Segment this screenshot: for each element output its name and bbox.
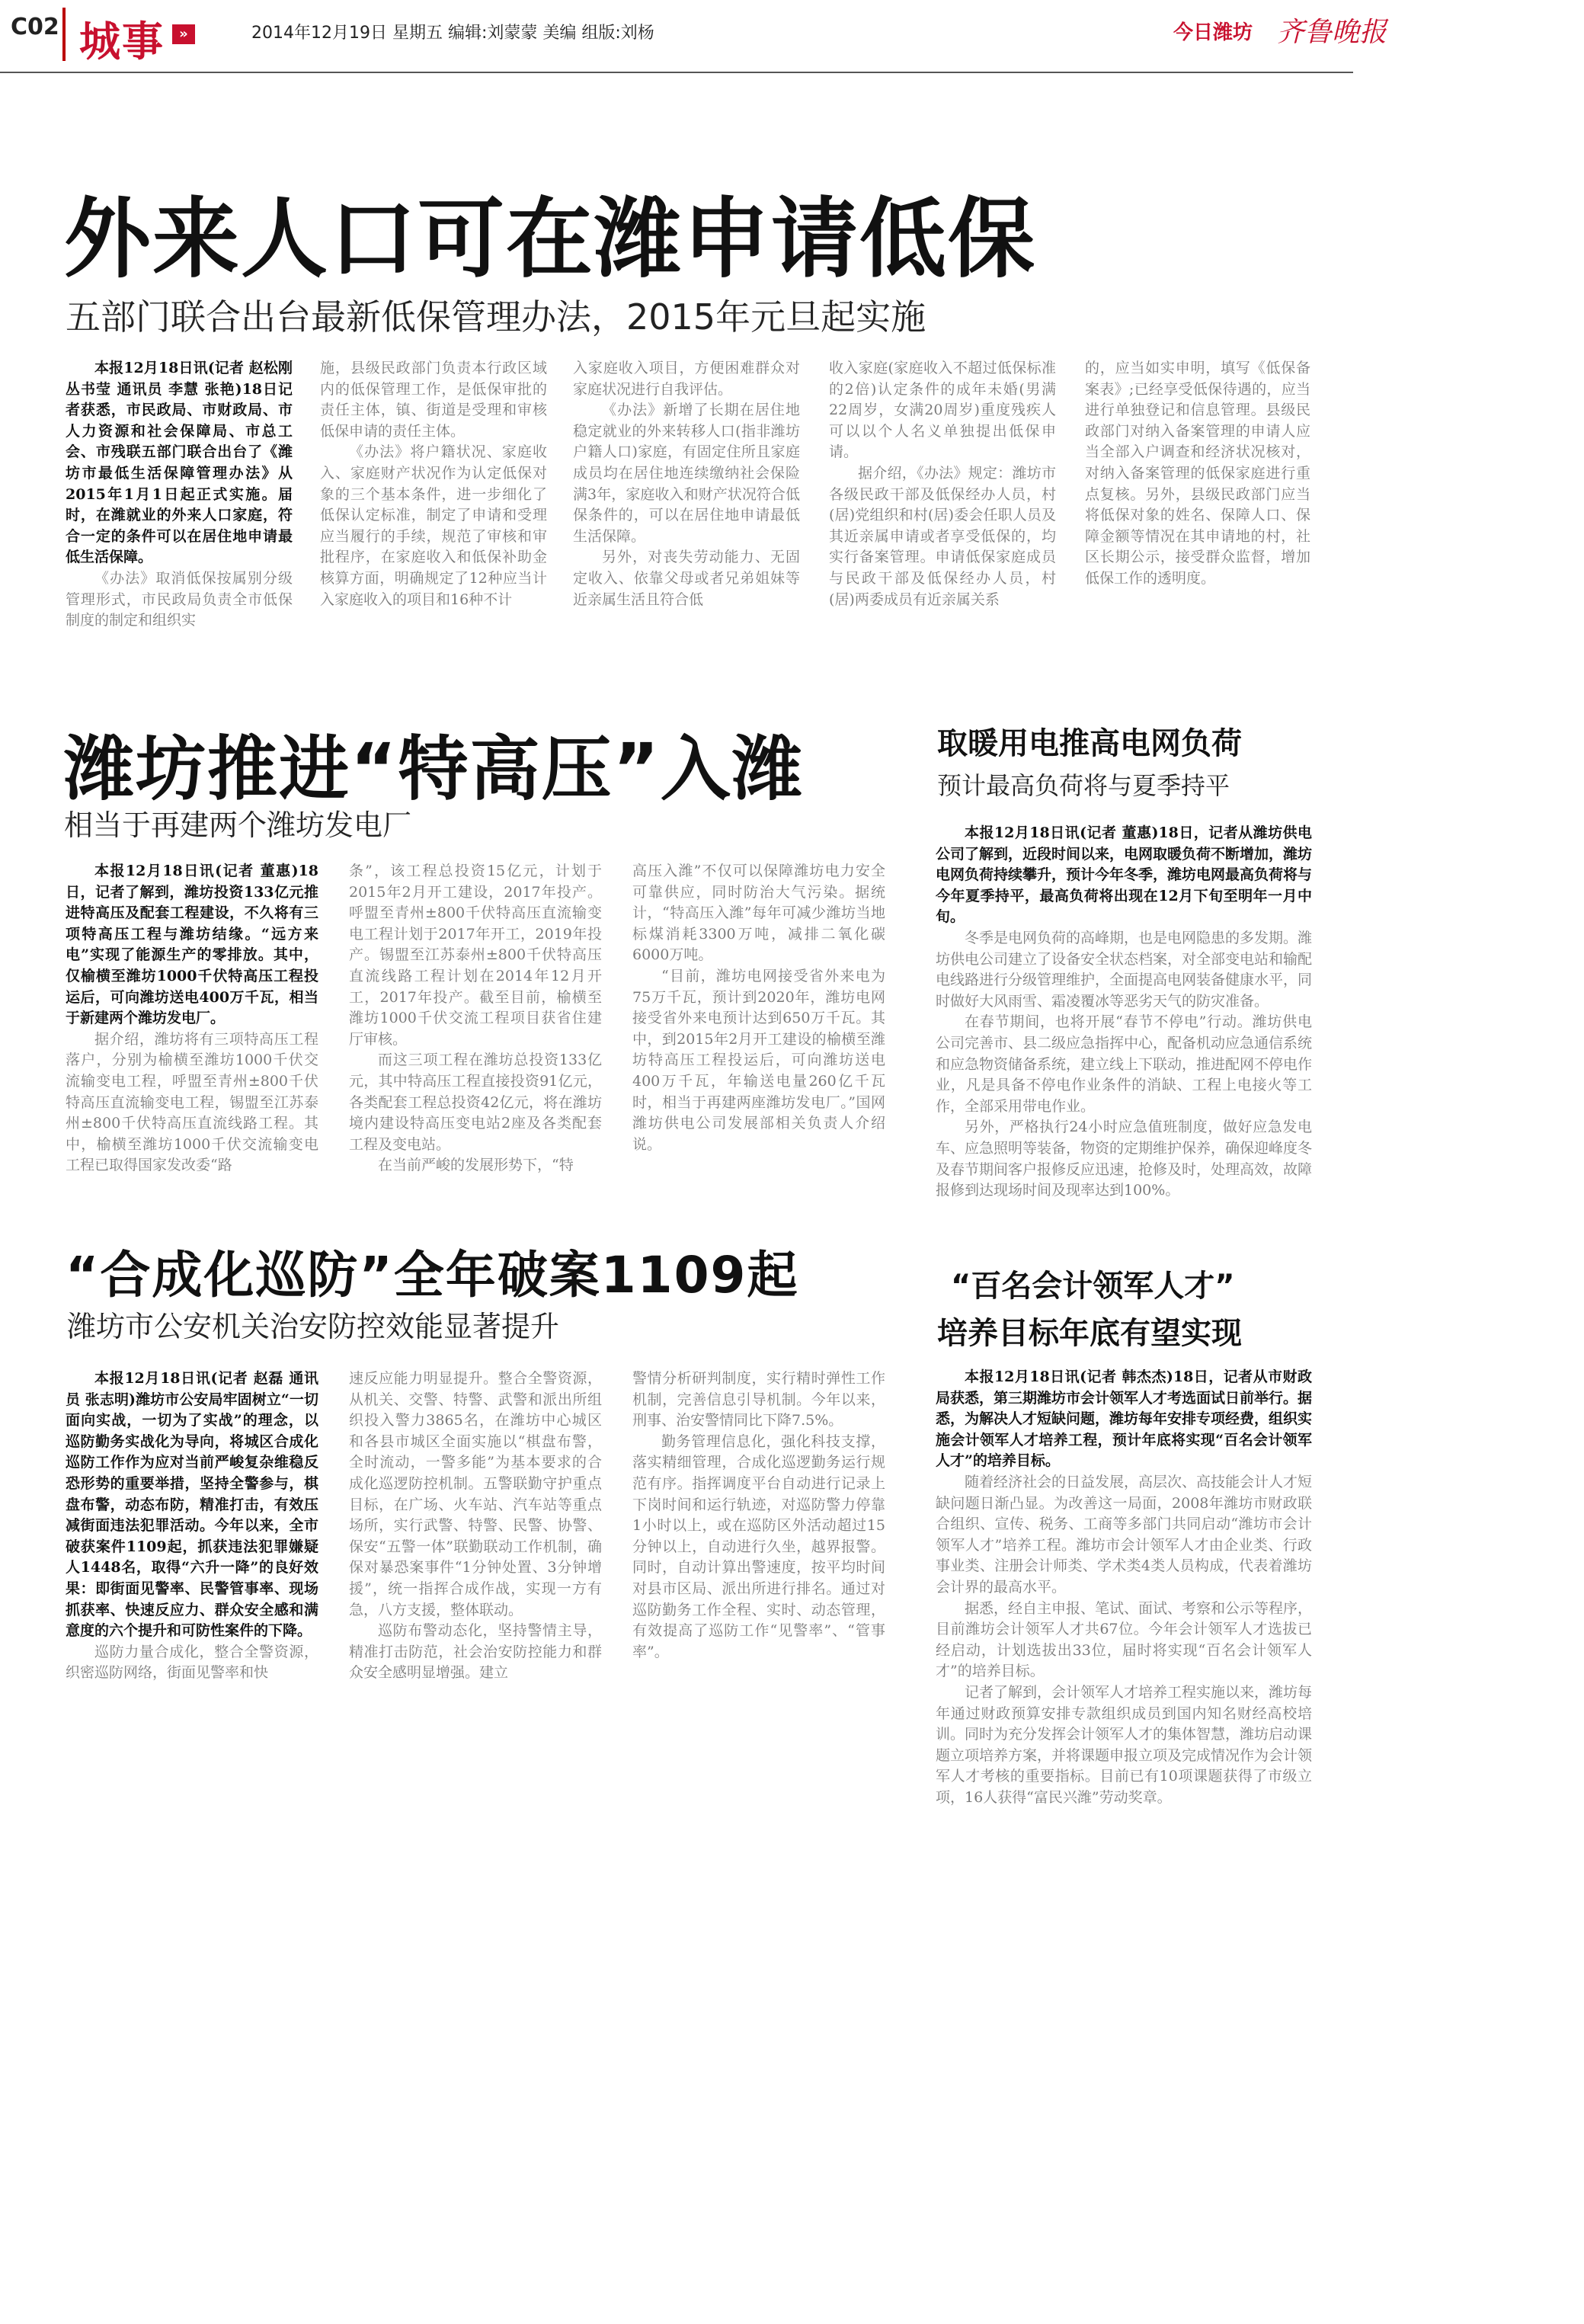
paragraph: 另外，严格执行24小时应急值班制度，做好应急发电车、应急照明等装备，物资的定期维护保养，确保迎峰度冬及春节期间客户报修反应迅速，抢修及时，处理高效，故障报修到达现场时间及现率达到100%。 xyxy=(936,1119,1313,1199)
article-2-col-3 xyxy=(632,861,885,1153)
article-5-title-line-1: “百名会计领军人才” xyxy=(951,1269,1235,1304)
paragraph: 巡防布警动态化，坚持警情主导，精准打击防范，社会治安防控能力和群众安全感明显增强。建立 xyxy=(349,1622,602,1682)
section-divider xyxy=(62,8,66,61)
paragraph: 另外，对丧失劳动能力、无固定收入、依靠父母或者兄弟姐妹等近亲属生活且符合低 xyxy=(573,549,800,608)
paragraph: 记者了解到，会计领军人才培养工程实施以来，潍坊每年通过财政预算安排专款组织成员到国内知名财经高校培训。同时为充分发挥会计领军人才的集体智慧，潍坊启动课题立项培养方案，并将课题申报立项及完成情况作为会计领军人才考核的重要指标。目前已有10项课题获得了市级立项，16人获得“富民兴潍”劳动奖章。 xyxy=(936,1683,1313,1806)
paragraph: 收入家庭(家庭收入不超过低保标准的2倍)认定条件的成年未婚(男满22周岁，女满20周岁)重度残疾人可以以个人名义单独提出低保申请。 xyxy=(829,360,1056,461)
paragraph: “目前，潍坊电网接受省外来电为75万千瓦，预计到2020年，潍坊电网接受省外来电预计达到650万千瓦。其中，到2015年2月开工建设的榆横至潍坊特高压工程投运后，可向潍坊送电400万千瓦，年输送电量260亿千瓦时，相当于再建两座潍坊发电厂。”国网潍坊供电公司发展部相关负责人介绍说。 xyxy=(632,967,885,1153)
paragraph: 在春节期间，也将开展“春节不停电”行动。潍坊供电公司完善市、县二级应急指挥中心，配备机动应急通信系统和应急物资储备系统，建立线上下联动，推进配网不停电作业，凡是具备不停电作业条件的消缺、工程上电接火等工作，全部采用带电作业。 xyxy=(936,1013,1313,1115)
paragraph: 据介绍，《办法》规定：潍坊市各级民政干部及低保经办人员，村(居)党组织和村(居)委会任职人员及其近亲属申请或者享受低保的，均实行备案管理。申请低保家庭成员与民政干部及低保经办人员，村(居)两委成员有近亲属关系 xyxy=(829,464,1056,608)
article-1-title: 外来人口可在潍申请低保 xyxy=(64,188,1037,290)
article-5-title-line-2: 培养目标年底有望实现 xyxy=(937,1316,1242,1351)
paragraph: 据悉，经自主申报、笔试、面试、考察和公示等程序，目前潍坊会计领军人才共67位。今年会计领军人才选拔已经启动，计划选拔出33位，届时将实现“百名会计领军人才”的培养目标。 xyxy=(936,1599,1313,1680)
paragraph: 在当前严峻的发展形势下，“特 xyxy=(378,1157,574,1174)
article-4-col-3 xyxy=(632,1368,885,1841)
paragraph: 入家庭收入项目，方便困难群众对家庭状况进行自我评估。 xyxy=(573,360,800,398)
article-1-col-4 xyxy=(829,358,1056,648)
article-1-col-3 xyxy=(573,358,800,648)
article-5-body xyxy=(936,1367,1312,1855)
paragraph: 勤务管理信息化，强化科技支撑，落实精细管理，合成化巡逻勤务运行规范有序。指挥调度平台自动进行记录上下岗时间和运行轨迹，对巡防警力停靠1小时以上，或在巡防区外活动超过15分钟以上，自动进行久坐，越界报警。同时，自动计算出警速度，按平均时间对县市区局、派出所进行排名。通过对巡防勤务工作全程、实时、动态管理，有效提高了巡防工作“见警率”、“管事率”。 xyxy=(632,1432,885,1660)
paragraph: 的，应当如实申明，填写《低保备案表》;已经享受低保待遇的，应当进行单独登记和信息管理。县级民政部门对纳入备案管理的申请人应当全部入户调查和经济状况核对，对纳入备案管理的低保家庭进行重点复核。另外，县级民政部门应当将低保对象的姓名、保障人口、保障金额等情况在其申请地的村，社区长期公示，接受群众监督，增加低保工作的透明度。 xyxy=(1085,360,1310,587)
article-1-subtitle: 五部门联合出台最新低保管理办法，2015年元旦起实施 xyxy=(66,296,926,338)
paragraph: 随着经济社会的日益发展，高层次、高技能会计人才短缺问题日渐凸显。为改善这一局面，2008年潍坊市财政联合组织、宣传、税务、工商等多部门共同启动“潍坊市会计领军人才”培养工程。潍坊市会计领军人才由企业类、行政事业类、注册会计师类、学术类4类人员构成，代表着潍坊会计界的最高水平。 xyxy=(936,1473,1313,1596)
paragraph: 速反应能力明显提升。整合全警资源，从机关、交警、特警、武警和派出所组织投入警力3865名，在潍坊中心城区和各县市城区全面实施以“棋盘布警，全时流动，一警多能”为基本要求的合成化巡逻防控机制。五警联勤守护重点目标，在广场、火车站、汽车站等重点场所，实行武警、特警、民警、协警、保安“五警一体”联勤联动工作机制，确保对暴恐案事件“1分钟处置、3分钟增援”，统一指挥合成作战，实现一方有急，八方支援，整体联动。 xyxy=(349,1370,602,1618)
paragraph: 本报12月18日讯(记者 赵磊 通讯员 张志明)潍坊市公安局牢固树立“一切面向实战，一切为了实战”的理念，以巡防勤务实战化为导向，将城区合成化巡防工作作为应对当前严峻复杂维稳反恐形势的重要举措，坚持全警参与，棋盘布警，动态布防，精准打击，有效压减街面违法犯罪活动。今年以来，全市破获案件1109起，抓获违法犯罪嫌疑人1448名，取得“六升一降”的良好效果：即街面见警率、民警管事率、现场抓获率、快速反应力、群众安全感和满意度的六个提升和可防性案件的下降。 xyxy=(66,1370,318,1640)
paragraph: 本报12月18日讯(记者 董惠)18日，记者从潍坊供电公司了解到，近段时间以来，电网取暖负荷不断增加，潍坊电网负荷持续攀升，预计今年冬季，潍坊电网最高负荷将与今年夏季持平，最高负荷将出现在12月下旬至明年一月中旬。 xyxy=(936,824,1313,926)
article-4-col-2 xyxy=(349,1368,602,1841)
paragraph: 本报12月18日讯(记者 董惠)18日，记者了解到，潍坊投资133亿元推进特高压及配套工程建设，不久将有三项特高压工程与潍坊结缘。“远方来电”实现了能源生产的零排放。其中，仅榆横至潍坊1000千伏特高压工程投运后，可向潍坊送电400万千瓦，相当于新建两个潍坊发电厂。 xyxy=(66,863,318,1027)
article-2-col-1 xyxy=(66,861,318,1174)
article-4-col-1 xyxy=(66,1368,318,1841)
edition-tag: 今日潍坊 xyxy=(1173,21,1253,44)
paragraph: 《办法》将户籍状况、家庭收入、家庭财产状况作为认定低保对象的三个基本条件，进一步细化了低保认定标准，制定了申请和受理应当履行的手续，规范了审核和审批程序，在家庭收入和低保补助金核算方面，明确规定了12种应当计入家庭收入的项目和16种不计 xyxy=(320,443,547,608)
paragraph: 警情分析研判制度，实行精时弹性工作机制，完善信息引导机制。今年以来，刑事、治安警情同比下降7.5%。 xyxy=(632,1370,885,1429)
article-4-title: “合成化巡防”全年破案1109起 xyxy=(66,1246,799,1304)
issue-info: 2014年12月19日 星期五 编辑:刘蒙蒙 美编 组版:刘杨 xyxy=(251,24,654,43)
article-3-title: 取暖用电推高电网负荷 xyxy=(937,726,1242,761)
article-1-col-1 xyxy=(66,358,293,648)
paragraph: 《办法》取消低保按属别分级管理形式，市民政局负责全市低保制度的制定和组织实 xyxy=(66,569,293,629)
header-rule xyxy=(0,72,1353,73)
paragraph: 施，县级民政部门负责本行政区域内的低保管理工作，是低保审批的责任主体，镇、街道是受理和审核低保申请的责任主体。 xyxy=(320,360,547,440)
paragraph: 条”，该工程总投资15亿元，计划于2015年2月开工建设，2017年投产。呼盟至青州±800千伏特高压直流输变电工程计划于2017年开工，2019年投产。锡盟至江苏泰州±800千伏特高压直流线路工程计划在2014年12月开工，2017年投产。截至目前，榆横至潍坊1000千伏交流工程项目获省住建厅审核。 xyxy=(349,863,602,1048)
paragraph: 而这三项工程在潍坊总投资133亿元，其中特高压工程直接投资91亿元，各类配套工程总投资42亿元，将在潍坊境内建设特高压变电站2座及各类配套工程及变电站。 xyxy=(349,1052,602,1153)
page-number: C02 xyxy=(11,14,59,40)
newspaper-logo: 齐鲁晚报 xyxy=(1277,17,1387,48)
paragraph: 冬季是电网负荷的高峰期，也是电网隐患的多发期。潍坊供电公司建立了设备安全状态档案，对全部变电站和输配电线路进行分级管理维护，全面提高电网装备健康水平，同时做好大风雨雪、霜凌覆冰等恶劣天气的防灾准备。 xyxy=(936,929,1313,1010)
paragraph: 高压入潍”不仅可以保障潍坊电力安全可靠供应，同时防治大气污染。据统计，“特高压入潍”每年可减少潍坊当地标煤消耗3300万吨，减排二氧化碳6000万吨。 xyxy=(632,863,885,964)
article-2-col-2 xyxy=(349,861,602,1174)
paragraph: 巡防力量合成化，整合全警资源，织密巡防网络，街面见警率和快 xyxy=(66,1643,318,1682)
article-2-title: 潍坊推进“特高压”入潍 xyxy=(64,728,804,810)
paragraph: 本报12月18日讯(记者 赵松刚 丛书莹 通讯员 李慧 张艳)18日记者获悉，市民政局、市财政局、市人力资源和社会保障局、市总工会、市残联五部门联合出台了《潍坊市最低生活保障管理办法》从2015年1月1日起正式实施。届时，在潍就业的外来人口家庭，符合一定的条件可以在居住地申请最低生活保障。 xyxy=(66,360,293,566)
section-title: 城事 xyxy=(79,18,165,66)
article-1-col-2 xyxy=(320,358,547,648)
article-1-col-5 xyxy=(1085,358,1310,648)
paragraph: 据介绍，潍坊将有三项特高压工程落户，分别为榆横至潍坊1000千伏交流输变电工程，呼盟至青州±800千伏特高压直流输变电工程，锡盟至江苏泰州±800千伏特高压直流线路工程。其中，榆横至潍坊1000千伏交流输变电工程已取得国家发改委“路 xyxy=(66,1030,318,1174)
paragraph: 本报12月18日讯(记者 韩杰杰)18日，记者从市财政局获悉，第三期潍坊市会计领军人才考选面试日前举行。据悉，为解决人才短缺问题，潍坊每年安排专项经费，组织实施会计领军人才培养工程，预计年底将实现“百名会计领军人才”的培养目标。 xyxy=(936,1368,1313,1470)
article-3-subtitle: 预计最高负荷将与夏季持平 xyxy=(937,771,1230,800)
article-3-body xyxy=(936,823,1312,1219)
paragraph: 《办法》新增了长期在居住地稳定就业的外来转移人口(指非潍坊户籍人口)家庭，有固定住所且家庭成员均在居住地连续缴纳社会保险满3年，家庭收入和财产状况符合低保条件的，可以在居住地申请最低生活保障。 xyxy=(573,402,800,545)
article-2-subtitle: 相当于再建两个潍坊发电厂 xyxy=(64,808,412,842)
article-4-subtitle: 潍坊市公安机关治安防控效能显著提升 xyxy=(67,1310,560,1343)
section-chevron-icon: » xyxy=(172,24,195,44)
